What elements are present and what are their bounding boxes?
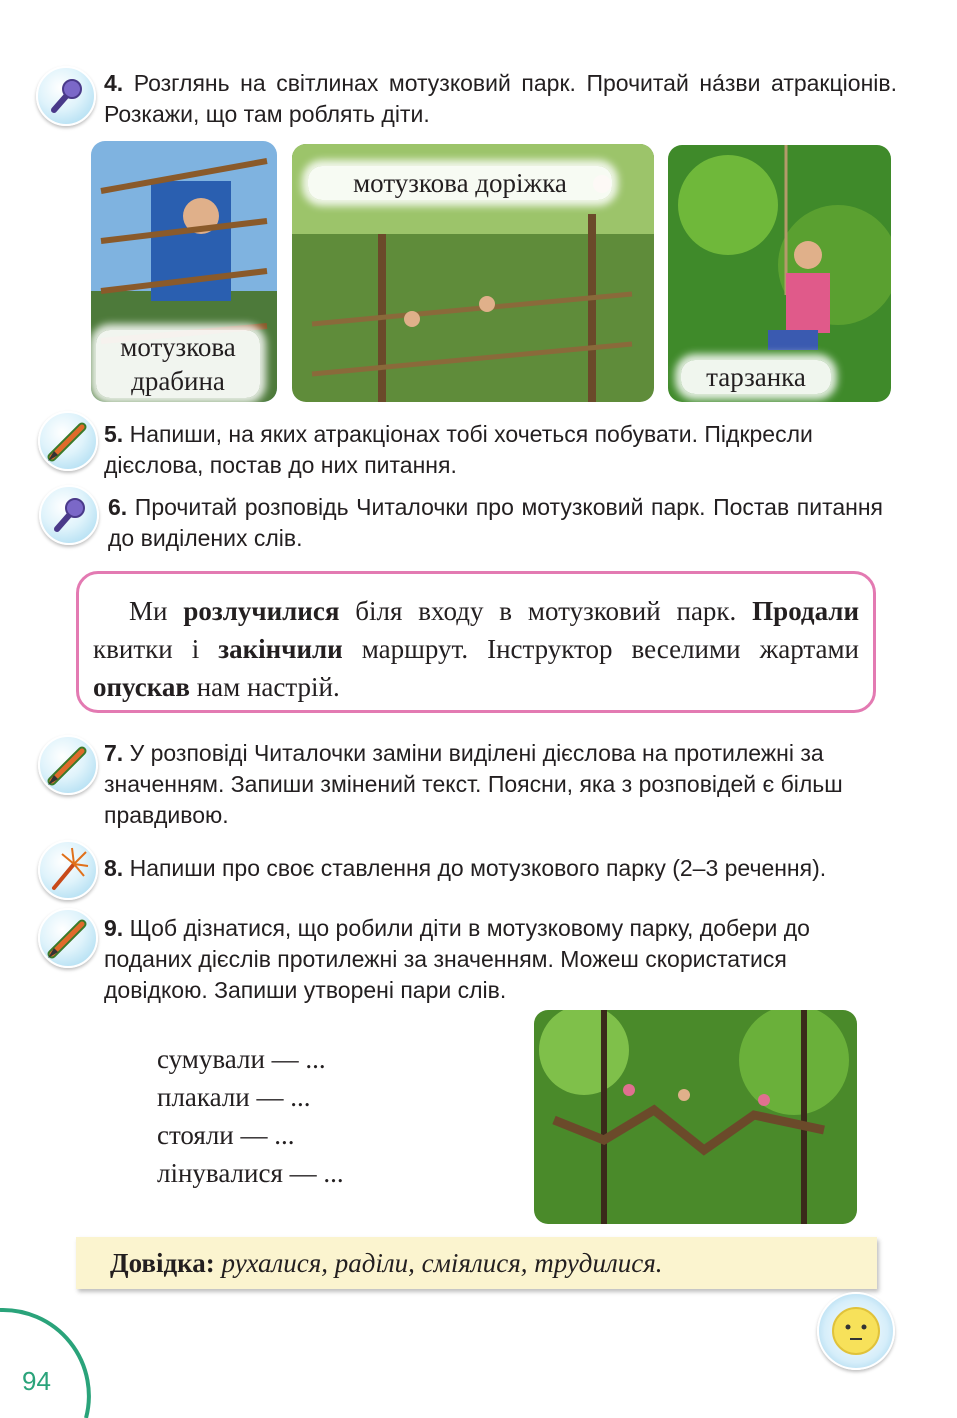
list-item: лінувалися — ... bbox=[157, 1158, 344, 1188]
list-item: плакали — ... bbox=[157, 1082, 311, 1112]
pen-icon bbox=[38, 411, 98, 471]
highlighted-verb: розлучилися bbox=[183, 596, 340, 626]
page-corner-arc bbox=[0, 1300, 100, 1418]
highlighted-verb: опускав bbox=[93, 672, 190, 702]
caption-rope-ladder: мотузкова драбина bbox=[96, 330, 260, 398]
task-4: 4. Розглянь на світлинах мотузковий парк. Прочитай на́зви атракціонів. Розкажи, що там роблять діти. bbox=[104, 70, 897, 127]
task-9: 9. Щоб дізнатися, що робили діти в мотузковому парку, добери до поданих дієслів протилежні за значенням. Можеш скористатися довідкою. Запиши утворені пари слів. bbox=[104, 915, 810, 1003]
page-number: 94 bbox=[22, 1366, 51, 1396]
help-words: рухалися, раділи, сміялися, трудилися. bbox=[221, 1248, 663, 1278]
smiley-icon bbox=[817, 1292, 895, 1370]
help-box bbox=[76, 1237, 877, 1289]
task-7: 7. У розповіді Читалочки заміни виділені дієслова на протилежні за значенням. Запиши змінений текст. Поясни, яка з розповідей є більш правдивою. bbox=[104, 740, 843, 828]
pen-icon bbox=[38, 908, 98, 968]
list-item: стояли — ... bbox=[157, 1120, 295, 1150]
highlighted-verb: Продали bbox=[752, 596, 860, 626]
task-6: 6. Прочитай розповідь Читалочки про мотузковий парк. Постав питання до виділених слів. bbox=[108, 494, 883, 551]
photo-rope-park-bridge bbox=[534, 1010, 857, 1224]
microphone-icon bbox=[39, 485, 99, 545]
chitalochka-story: Ми розлучилися біля входу в мотузковий парк. Продали квитки і закінчили маршрут. Інструктор веселими жартами опускав нам настрій. bbox=[76, 571, 876, 713]
caption-tarzan-swing: тарзанка bbox=[681, 360, 831, 394]
highlighted-verb: закінчили bbox=[218, 634, 343, 664]
microphone-icon bbox=[36, 66, 96, 126]
task-8: 8. Напиши про своє ставлення до мотузкового парку (2–3 речення). bbox=[104, 855, 827, 881]
pen-icon bbox=[38, 735, 98, 795]
list-item: сумували — ... bbox=[157, 1044, 326, 1074]
help-label: Довідка: bbox=[110, 1248, 215, 1278]
word-list bbox=[157, 1040, 344, 1192]
task-5: 5. Напиши, на яких атракціонах тобі хочеться побувати. Підкресли дієслова, постав до них питання. bbox=[104, 421, 813, 478]
sparkler-icon bbox=[38, 840, 98, 900]
caption-rope-path: мотузкова доріжка bbox=[308, 166, 612, 200]
